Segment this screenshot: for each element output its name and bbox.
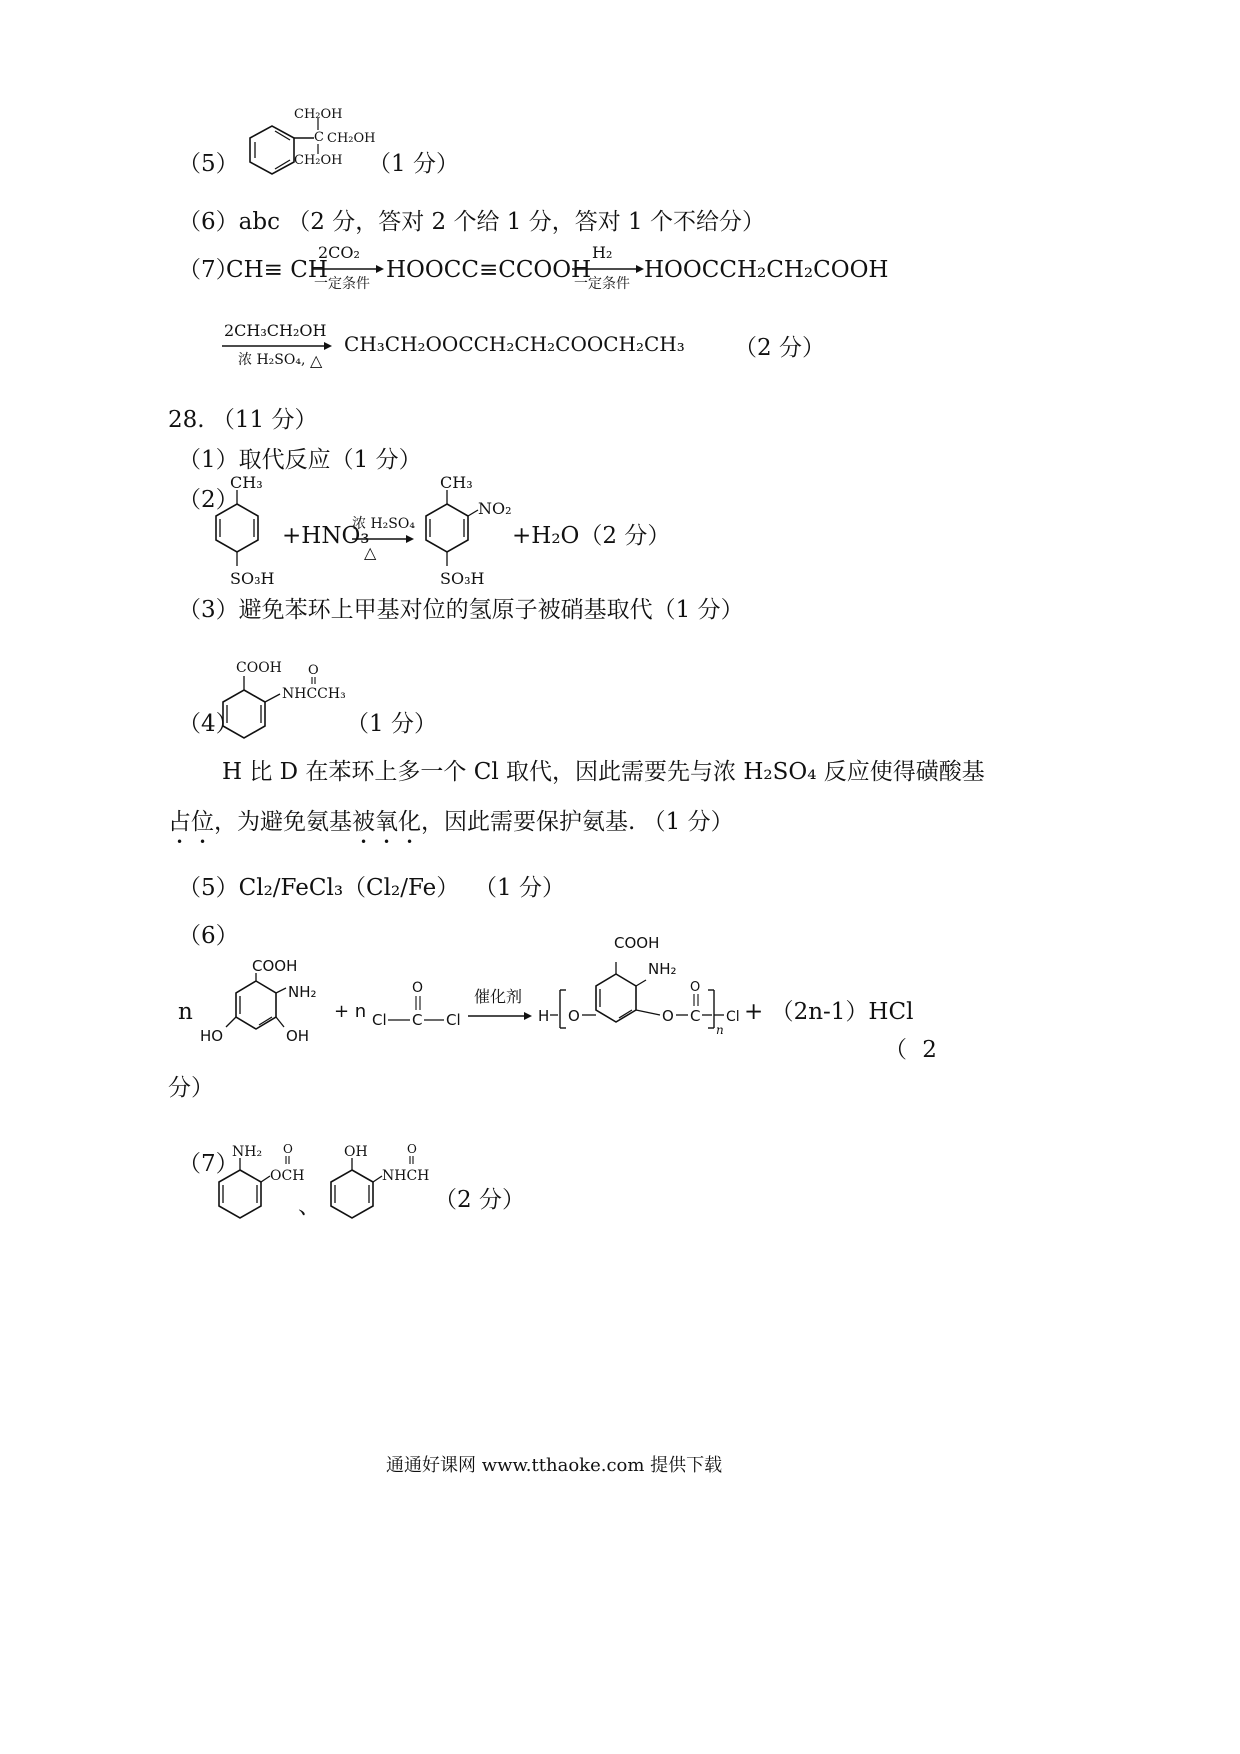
carbonyl-o-label: O (308, 663, 319, 678)
q28-p6-score-b: 分） (168, 1075, 214, 1101)
page-footer: 通通好课网 www.tthaoke.com 提供下载 (386, 1455, 723, 1476)
q28-p3: （3）避免苯环上甲基对位的氢原子被硝基取代（1 分） (178, 597, 744, 623)
reaction-arrow-1 (312, 264, 384, 274)
hydroxyphenyl-formamide-structure (322, 1140, 442, 1230)
q28-p5-score: （1 分） (474, 875, 565, 901)
plus-n-label: + n (334, 1001, 367, 1022)
q28-p7-num: （7） (178, 1151, 239, 1177)
coefficient-n: n (178, 999, 193, 1025)
explain2-part-b: ，为避免氨基 (214, 809, 352, 835)
h-end: H (538, 1007, 550, 1025)
so3h-label: SO₃H (230, 569, 275, 588)
q27-p6: （6）abc （2 分，答对 2 个给 1 分，答对 1 个不给分） (178, 209, 765, 235)
q28-p2-num: （2） (178, 487, 239, 513)
cl-left: Cl (372, 1011, 387, 1029)
nhch-label: NHCH (382, 1168, 430, 1184)
q28-p4-explain1: H 比 D 在苯环上多一个 Cl 取代，因此需要先与浓 H₂SO₄ 反应使得磺酸基 (222, 759, 985, 785)
acetylene: CH≡ CH (226, 257, 328, 283)
diethyl-succinate: CH₃CH₂OOCCH₂CH₂COOCH₂CH₃ (344, 332, 685, 356)
toluenesulfonic-acid-structure (210, 473, 290, 598)
och-label: OCH (270, 1168, 305, 1184)
oh-label-p7: OH (344, 1144, 368, 1160)
carbonyl-c: C (690, 1007, 701, 1025)
formyl-o-a: O (283, 1142, 293, 1156)
reaction-arrow-p6 (468, 1011, 532, 1021)
q28-p4-score: （1 分） (346, 711, 437, 737)
heat-symbol: △ (310, 351, 323, 370)
so3h-label-b: SO₃H (440, 569, 485, 588)
oxygen-label: O (412, 980, 424, 996)
reaction-arrow-3 (222, 341, 332, 351)
nitric-acid: +HNO₃ (282, 523, 370, 549)
heat-symbol-p2: △ (364, 543, 377, 562)
reaction-arrow-p2 (352, 534, 414, 544)
catalyst-label: 催化剂 (474, 987, 523, 1006)
q27-p5-num: （5） (178, 151, 239, 177)
dihydroxy-aminobenzoic-acid-structure (196, 955, 346, 1055)
q28-p4-num: （4） (178, 711, 239, 737)
arrow1-condition: 一定条件 (314, 276, 370, 292)
succinic-acid: HOOCCH₂CH₂COOH (644, 257, 889, 283)
o-right: O (662, 1007, 674, 1025)
p2-condition: 浓 H₂SO₄ (352, 516, 415, 532)
q28-p2-tail: +H₂O（2 分） (512, 523, 671, 549)
no2-label: NO₂ (478, 499, 512, 518)
emphasis-oxidized: 被氧化 (352, 809, 421, 835)
phosgene-structure (334, 980, 474, 1035)
q27-p5-score: （1 分） (368, 151, 459, 177)
o-left: O (568, 1007, 580, 1025)
q28-p7-score: （2 分） (434, 1187, 525, 1213)
arrow3-reagent: 2CH₃CH₂OH (224, 321, 327, 340)
group-ch2oh-top: CH₂OH (294, 107, 343, 122)
ho-label: HO (200, 1027, 224, 1045)
nh2-label-polymer: NH₂ (648, 960, 677, 978)
ch3-label-b: CH₃ (440, 473, 473, 492)
q28-p1: （1）取代反应（1 分） (178, 447, 422, 473)
arrow2-reagent: H₂ (592, 243, 613, 262)
central-carbon: C (314, 130, 324, 145)
carbonyl-o: O (690, 980, 701, 995)
nhcch3-label: NHCCH₃ (282, 686, 346, 702)
separator-comma: 、 (298, 1193, 321, 1219)
arrow3-condition: 浓 H₂SO₄, (238, 352, 306, 368)
q28-title: 28. （11 分） (168, 407, 318, 433)
q28-p6-score-a: （ 2 (884, 1037, 937, 1063)
q27-p7-num: （7） (178, 257, 239, 283)
cooh-label: COOH (236, 660, 282, 676)
cl-end: Cl (726, 1009, 740, 1025)
nh2-label-p6: NH₂ (288, 983, 317, 1001)
reaction-arrow-2 (572, 264, 644, 274)
ch3-label: CH₃ (230, 473, 263, 492)
cooh-label-p6: COOH (252, 957, 298, 975)
q27-p7-score: （2 分） (734, 335, 825, 361)
emphasis-occupy: 占位 (168, 809, 214, 835)
explain2-part-d: ，因此需要保护氨基. （1 分） (421, 809, 734, 835)
group-ch2oh-bottom: CH₂OH (294, 153, 343, 168)
q28-p6-num: （6） (178, 923, 239, 949)
oh-label: OH (286, 1027, 310, 1045)
butynedioic-acid: HOOCC≡CCOOH (386, 257, 592, 283)
q28-p5: （5）Cl₂/FeCl₃（Cl₂/Fe） (178, 875, 460, 901)
aminophenyl-formate-structure (210, 1140, 310, 1230)
arrow1-reagent: 2CO₂ (318, 243, 360, 262)
group-ch2oh-right: CH₂OH (327, 131, 376, 146)
cl-right: Cl (446, 1011, 461, 1029)
polymer-structure (536, 924, 756, 1036)
carbon-label: C (412, 1011, 423, 1029)
cooh-label-polymer: COOH (614, 934, 660, 952)
arrow2-condition: 一定条件 (574, 276, 630, 292)
repeat-n: n (716, 1023, 724, 1037)
hcl-byproduct: + （2n-1）HCl (744, 999, 914, 1025)
formyl-o-b: O (407, 1142, 417, 1156)
nh2-label-p7: NH₂ (232, 1144, 263, 1160)
q28-p4-explain2 (168, 808, 734, 849)
